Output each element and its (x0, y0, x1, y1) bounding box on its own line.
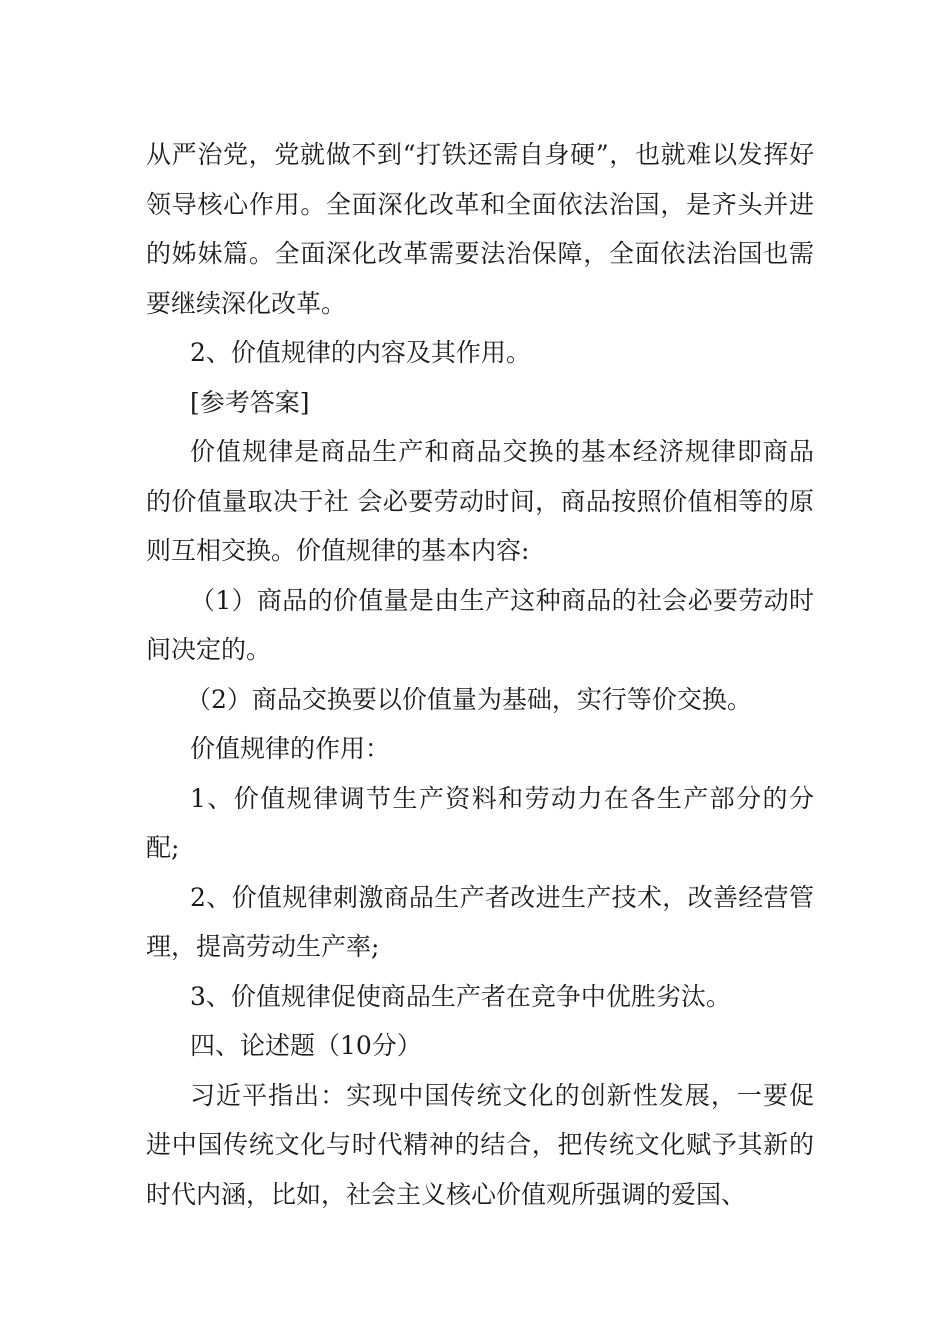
answer-label: [参考答案] (190, 387, 310, 417)
essay-paragraph: 习近平指出：实现中国传统文化的创新性发展，一要促进中国传统文化与时代精神的结合，把传统文化赋予其新的时代内涵，比如，社会主义核心价值观所强调的爱国、 (146, 1080, 814, 1209)
content-point-1: （1）商品的价值量是由生产这种商品的社会必要劳动时间决定的。 (146, 585, 814, 664)
content-point-2: （2）商品交换要以价值量为基础，实行等价交换。 (186, 684, 752, 714)
paragraph-continuation: 从严治党，党就做不到“打铁还需自身硬”，也就难以发挥好领导核心作用。全面深化改革和全面依法治国，是齐头并进的姊妹篇。全面深化改革需要法治保障，全面依法治国也需要继续深化改革。 (146, 140, 814, 318)
question-heading: 2、价值规律的内容及其作用。 (190, 338, 531, 367)
answer-intro-paragraph: 价值规律是商品生产和商品交换的基本经济规律即商品的价值量取决于社 会必要劳动时间，商品按照价值相等的原则互相交换。价值规律的基本内容: (146, 437, 814, 565)
section-heading-essay: 四、论述题（10分） (190, 1031, 422, 1060)
function-point-3: 3、价值规律促使商品生产者在竞争中优胜劣汰。 (190, 981, 731, 1011)
function-point-1: 1、价值规律调节生产资料和劳动力在各生产部分的分配; (146, 783, 814, 862)
function-heading: 价值规律的作用： (190, 734, 391, 763)
function-point-2: 2、价值规律刺激商品生产者改进生产技术，改善经营管理，提高劳动生产率; (146, 882, 814, 961)
document-body (146, 130, 814, 1219)
